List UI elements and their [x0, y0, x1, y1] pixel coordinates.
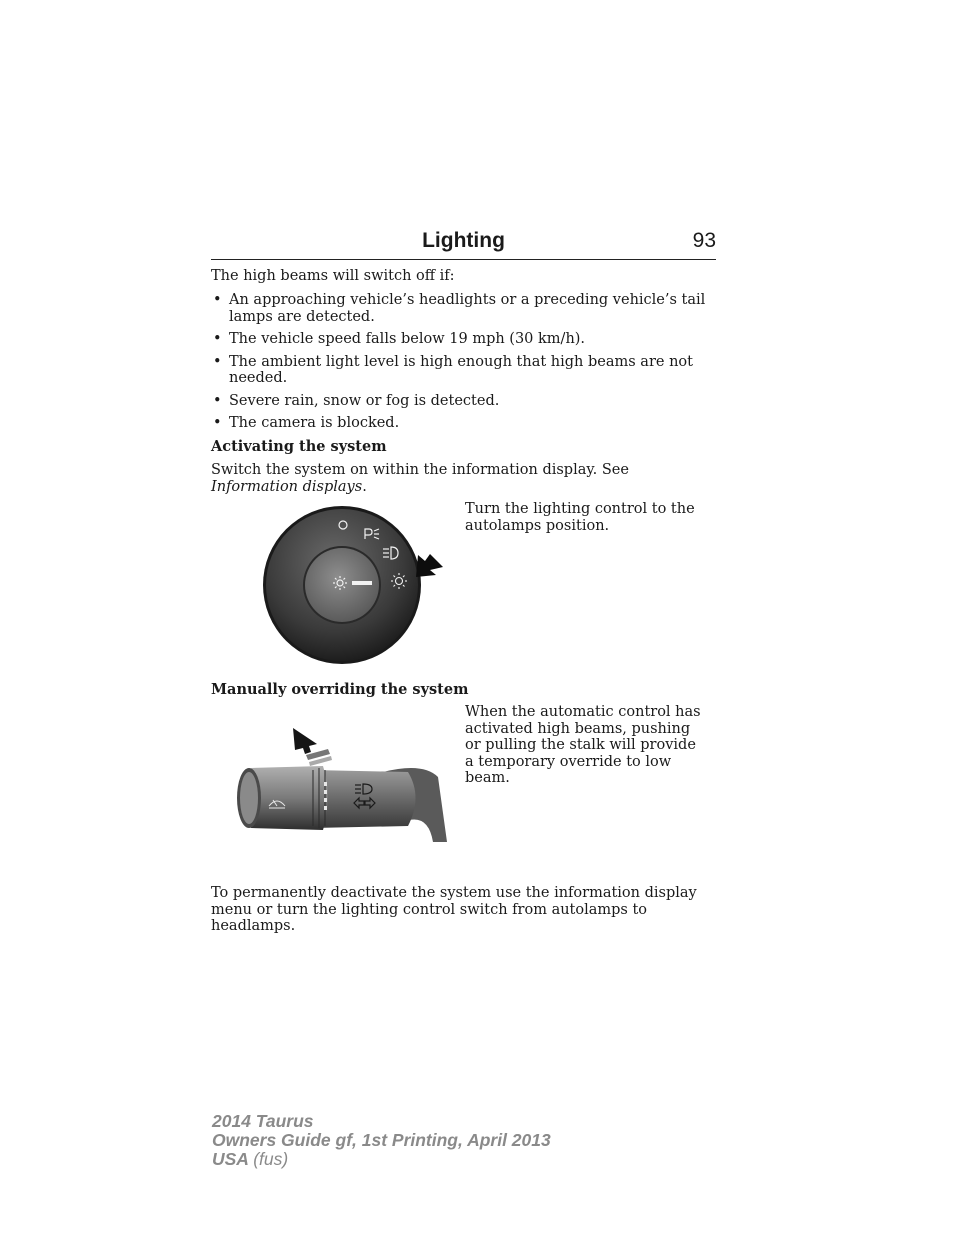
page-number: 93 [692, 229, 716, 252]
section-heading-activating: Activating the system [211, 438, 387, 455]
manual-side-text: When the automatic control has activated high beams, pushing or pulling the stalk will provide a temporary override to low beam. [465, 704, 701, 786]
footer-guide: Owners Guide gf, 1st Printing, April 2013 [212, 1130, 551, 1150]
page-header [211, 228, 716, 260]
information-displays-reference: Information displays [211, 478, 363, 495]
lighting-control-dial-illustration [258, 505, 450, 667]
list-item: • Severe rain, snow or fog is detected. [213, 392, 500, 409]
page-footer [212, 1112, 551, 1169]
list-item: • The ambient light level is high enough that high beams are not needed. [213, 353, 693, 386]
activating-side-text: Turn the lighting control to the autolamps position. [465, 501, 695, 534]
intro-text: The high beams will switch off if: [211, 268, 455, 284]
deactivate-paragraph: To permanently deactivate the system use the information display menu or turn the lighting control switch from autolamps to headlamps. [211, 885, 697, 934]
section-heading-manual: Manually overriding the system [211, 681, 469, 698]
list-item: • The vehicle speed falls below 19 mph (30 km/h). [213, 331, 586, 347]
bullet-list [211, 292, 716, 438]
page-title: Lighting [422, 229, 505, 252]
list-item: • The camera is blocked. [213, 415, 400, 431]
footer-region: USA (fus) [212, 1149, 289, 1169]
list-item: • An approaching vehicle’s headlights or a preceding vehicle’s tail lamps are detected. [213, 292, 706, 325]
arrow-icon [416, 554, 443, 577]
push-arrow-icon [293, 728, 317, 754]
activating-paragraph: Switch the system on within the information display. See Information displays. [211, 462, 629, 495]
footer-model: 2014 Taurus [212, 1111, 314, 1131]
multifunction-stalk-illustration [233, 722, 448, 844]
